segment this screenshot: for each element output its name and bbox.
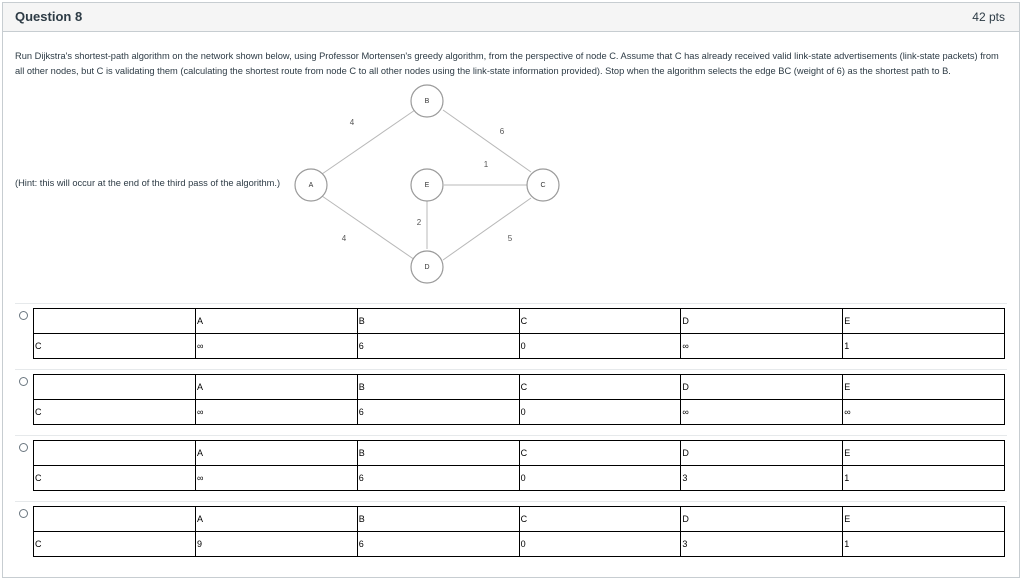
table-cell: 6 xyxy=(357,466,519,491)
option-separator xyxy=(15,303,1007,304)
table-row xyxy=(34,532,1005,557)
option-separator xyxy=(15,501,1007,502)
table-row xyxy=(34,375,1005,400)
table-cell: A xyxy=(196,507,358,532)
table-cell: 6 xyxy=(357,532,519,557)
option-1-radio[interactable] xyxy=(19,311,28,320)
network-graph xyxy=(3,3,1021,303)
table-cell: 0 xyxy=(519,400,681,425)
table-row xyxy=(34,441,1005,466)
option-separator xyxy=(15,369,1007,370)
table-row xyxy=(34,507,1005,532)
option-1-table xyxy=(33,308,1005,359)
table-cell: C xyxy=(519,375,681,400)
question-prompt: Run Dijkstra's shortest-path algorithm on the network shown below, using Professor Mortensen's greedy algorithm, from the perspective of node C. Assume that C has already received valid link-state advertisements (link-state packets) from all other nodes, but C is validating them (calculating the shortest route from node C to all other nodes using the link-state information provided). Stop when the algorithm selects the edge BC (weight of 6) as the shortest path to B. xyxy=(15,51,999,76)
edge-ec-weight: 1 xyxy=(483,160,489,169)
table-cell: 9 xyxy=(196,532,358,557)
table-cell: 0 xyxy=(519,532,681,557)
table-row xyxy=(34,466,1005,491)
table-cell: ∞ xyxy=(196,334,358,359)
table-cell: ∞ xyxy=(196,466,358,491)
table-cell: D xyxy=(681,375,843,400)
table-cell: 3 xyxy=(681,466,843,491)
option-2-table xyxy=(33,374,1005,425)
table-cell: A xyxy=(196,441,358,466)
node-e-label: E xyxy=(424,181,430,189)
option-2-radio[interactable] xyxy=(19,377,28,386)
question-hint: (Hint: this will occur at the end of the third pass of the algorithm.) xyxy=(15,178,281,188)
edge-ed-weight: 2 xyxy=(416,218,422,227)
option-separator xyxy=(15,435,1007,436)
table-cell: E xyxy=(843,507,1005,532)
table-cell: B xyxy=(357,441,519,466)
table-cell: C xyxy=(34,400,196,425)
table-row xyxy=(34,309,1005,334)
table-row xyxy=(34,334,1005,359)
table-cell: A xyxy=(196,309,358,334)
table-cell: B xyxy=(357,507,519,532)
edge-dc xyxy=(443,198,531,260)
table-cell: B xyxy=(357,309,519,334)
table-cell: 1 xyxy=(843,334,1005,359)
table-cell: B xyxy=(357,375,519,400)
edge-ab-weight: 4 xyxy=(349,118,355,127)
question-card xyxy=(2,2,1020,578)
table-cell xyxy=(34,507,196,532)
edge-dc-weight: 5 xyxy=(507,234,513,243)
table-cell xyxy=(34,441,196,466)
table-cell: D xyxy=(681,507,843,532)
table-cell: 6 xyxy=(357,400,519,425)
table-cell: C xyxy=(519,309,681,334)
table-cell: ∞ xyxy=(681,334,843,359)
table-row xyxy=(34,400,1005,425)
table-cell: 1 xyxy=(843,532,1005,557)
table-cell: ∞ xyxy=(843,400,1005,425)
option-4-table xyxy=(33,506,1005,557)
table-cell: D xyxy=(681,309,843,334)
table-cell: 1 xyxy=(843,466,1005,491)
option-3-table xyxy=(33,440,1005,491)
table-cell: C xyxy=(34,334,196,359)
table-cell: 3 xyxy=(681,532,843,557)
node-c-label: C xyxy=(540,181,546,189)
node-d-label: D xyxy=(424,263,430,271)
question-points: 42 pts xyxy=(972,10,1005,24)
option-3-radio[interactable] xyxy=(19,443,28,452)
table-cell: 6 xyxy=(357,334,519,359)
table-cell: 0 xyxy=(519,466,681,491)
table-cell: ∞ xyxy=(681,400,843,425)
edge-ad xyxy=(322,196,415,260)
table-cell: C xyxy=(519,507,681,532)
edge-ad-weight: 4 xyxy=(341,234,347,243)
table-cell: A xyxy=(196,375,358,400)
table-cell: E xyxy=(843,309,1005,334)
table-cell: E xyxy=(843,375,1005,400)
node-a-label: A xyxy=(308,181,314,189)
edge-bc-weight: 6 xyxy=(499,127,505,136)
table-cell xyxy=(34,375,196,400)
edge-ab xyxy=(322,110,415,174)
table-cell: C xyxy=(34,532,196,557)
question-title: Question 8 xyxy=(15,9,83,24)
table-cell: 0 xyxy=(519,334,681,359)
table-cell: D xyxy=(681,441,843,466)
table-cell: C xyxy=(519,441,681,466)
table-cell: ∞ xyxy=(196,400,358,425)
option-4-radio[interactable] xyxy=(19,509,28,518)
table-cell: E xyxy=(843,441,1005,466)
node-b-label: B xyxy=(424,97,430,105)
table-cell: C xyxy=(34,466,196,491)
table-cell xyxy=(34,309,196,334)
